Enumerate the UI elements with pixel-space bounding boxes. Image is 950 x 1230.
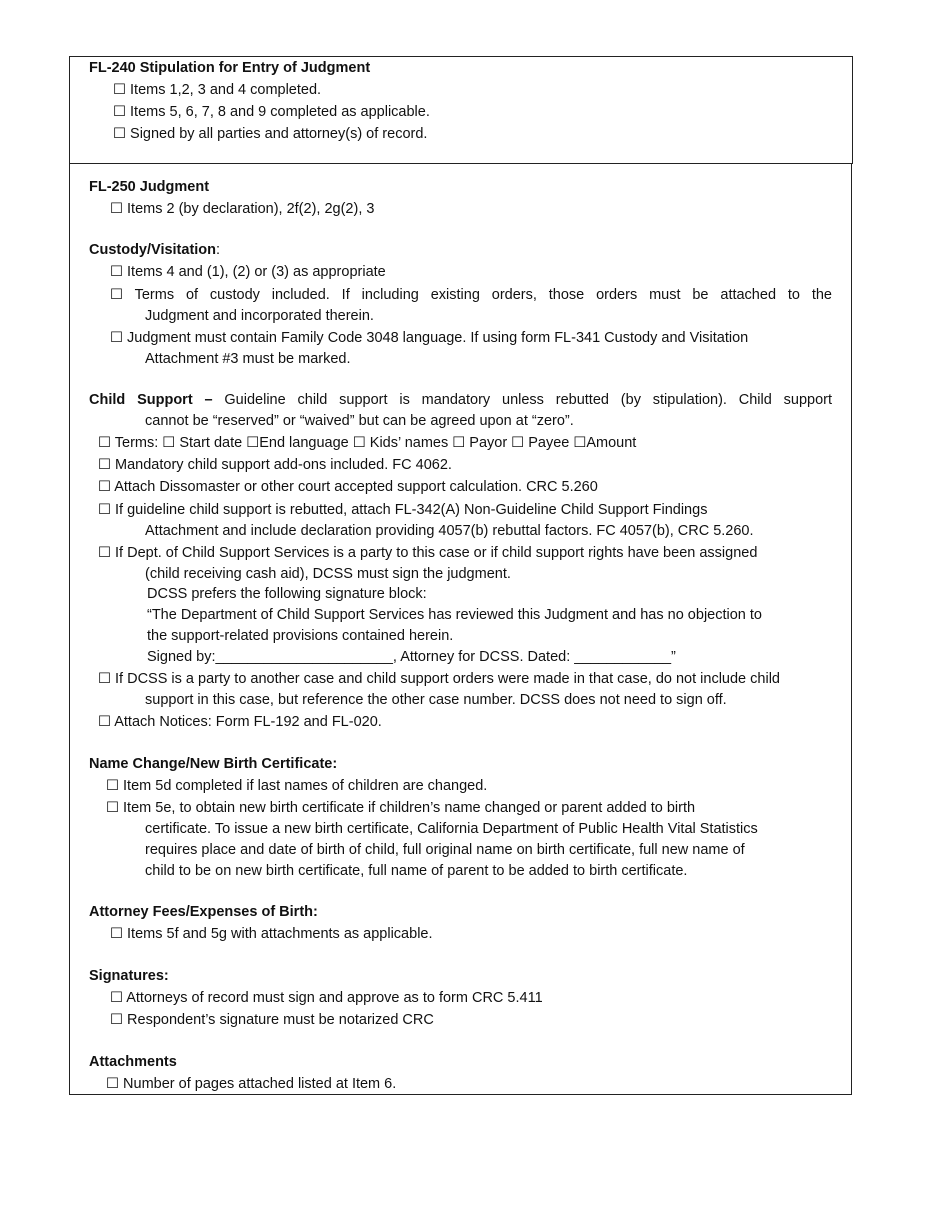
- attorney-fees-item[interactable]: ☐ Items 5f and 5g with attachments as applicable.: [110, 926, 433, 942]
- child-support-intro-line-1: [89, 390, 832, 410]
- child-support-terms[interactable]: ☐ Terms: ☐ Start date ☐End language ☐ Kids’ names ☐ Payor ☐ Payee ☐Amount: [98, 435, 637, 451]
- name-change-item-1[interactable]: ☐ Item 5d completed if last names of children are changed.: [106, 778, 488, 794]
- custody-heading: Custody/Visitation: [89, 242, 217, 258]
- child-support-notices[interactable]: ☐ Attach Notices: Form FL-192 and FL-020.: [98, 714, 382, 730]
- child-support-intro-line-2: cannot be “reserved” or “waived” but can be agreed upon at “zero”.: [145, 413, 574, 429]
- custody-colon: :: [216, 242, 221, 258]
- child-support-dcss-line-5: the support-related provisions contained herein.: [147, 628, 454, 644]
- fl240-item-3[interactable]: ☐ Signed by all parties and attorney(s) of record.: [113, 126, 428, 142]
- custody-heading-line: [89, 240, 220, 260]
- name-change-item-2-line-1[interactable]: ☐ Item 5e, to obtain new birth certificate if children’s name changed or parent added to birth: [106, 800, 696, 816]
- name-change-item-2-line-4: child to be on new birth certificate, full name of parent to be added to birth certificate.: [145, 863, 688, 879]
- child-support-dcss-line-2: (child receiving cash aid), DCSS must sign the judgment.: [145, 566, 511, 582]
- child-support-rebutted-line-1[interactable]: ☐ If guideline child support is rebutted, attach FL-342(A) Non-Guideline Child Support Findings: [98, 502, 708, 518]
- custody-item-3-line-2: Attachment #3 must be marked.: [145, 351, 351, 367]
- fl250-item[interactable]: ☐ Items 2 (by declaration), 2f(2), 2g(2), 3: [110, 201, 375, 217]
- child-support-dcss-line-4: “The Department of Child Support Services has reviewed this Judgment and has no objection to: [147, 607, 762, 623]
- signatures-item-2[interactable]: ☐ Respondent’s signature must be notarized CRC: [110, 1012, 434, 1028]
- child-support-dcss-signature-line: Signed by:______________________, Attorney for DCSS. Dated: ____________”: [147, 649, 676, 665]
- name-change-heading: Name Change/New Birth Certificate:: [89, 756, 338, 772]
- child-support-other-case-line-2: support in this case, but reference the other case number. DCSS does not need to sign off.: [145, 692, 727, 708]
- child-support-other-case-line-1[interactable]: ☐ If DCSS is a party to another case and child support orders were made in that case, do not include child: [98, 671, 780, 687]
- attorney-fees-heading: Attorney Fees/Expenses of Birth:: [89, 904, 318, 920]
- custody-item-2-line-1[interactable]: ☐ Terms of custody included. If including existing orders, those orders must be attached to the: [110, 287, 832, 303]
- child-support-heading: Child Support –: [89, 392, 213, 408]
- name-change-item-2-line-2: certificate. To issue a new birth certificate, California Department of Public Health Vital Statistics: [145, 821, 758, 837]
- child-support-dcss-line-1[interactable]: ☐ If Dept. of Child Support Services is a party to this case or if child support rights have been assigned: [98, 545, 758, 561]
- attachments-item[interactable]: ☐ Number of pages attached listed at Item 6.: [106, 1076, 397, 1092]
- fl240-item-2[interactable]: ☐ Items 5, 6, 7, 8 and 9 completed as applicable.: [113, 104, 430, 120]
- fl250-heading: FL-250 Judgment: [89, 179, 210, 195]
- custody-item-3-line-1[interactable]: ☐ Judgment must contain Family Code 3048 language. If using form FL-341 Custody and Visitation: [110, 330, 749, 346]
- child-support-intro-text: Guideline child support is mandatory unless rebutted (by stipulation). Child support: [212, 392, 833, 408]
- custody-item-1[interactable]: ☐ Items 4 and (1), (2) or (3) as appropriate: [110, 264, 386, 280]
- custody-item-2-line-2: Judgment and incorporated therein.: [145, 308, 374, 324]
- child-support-rebutted-line-2: Attachment and include declaration providing 4057(b) rebuttal factors. FC 4057(b), CRC 5.260.: [145, 523, 754, 539]
- fl240-item-1[interactable]: ☐ Items 1,2, 3 and 4 completed.: [113, 82, 322, 98]
- signatures-item-1[interactable]: ☐ Attorneys of record must sign and approve as to form CRC 5.411: [110, 990, 543, 1006]
- fl240-heading: FL-240 Stipulation for Entry of Judgment: [89, 60, 371, 76]
- signatures-heading: Signatures:: [89, 968, 169, 984]
- child-support-dissomaster[interactable]: ☐ Attach Dissomaster or other court accepted support calculation. CRC 5.260: [98, 479, 598, 495]
- name-change-item-2-line-3: requires place and date of birth of child, full original name on birth certificate, full new name of: [145, 842, 745, 858]
- child-support-dcss-line-3: DCSS prefers the following signature block:: [147, 586, 427, 602]
- child-support-addons[interactable]: ☐ Mandatory child support add-ons included. FC 4062.: [98, 457, 452, 473]
- attachments-heading: Attachments: [89, 1054, 177, 1070]
